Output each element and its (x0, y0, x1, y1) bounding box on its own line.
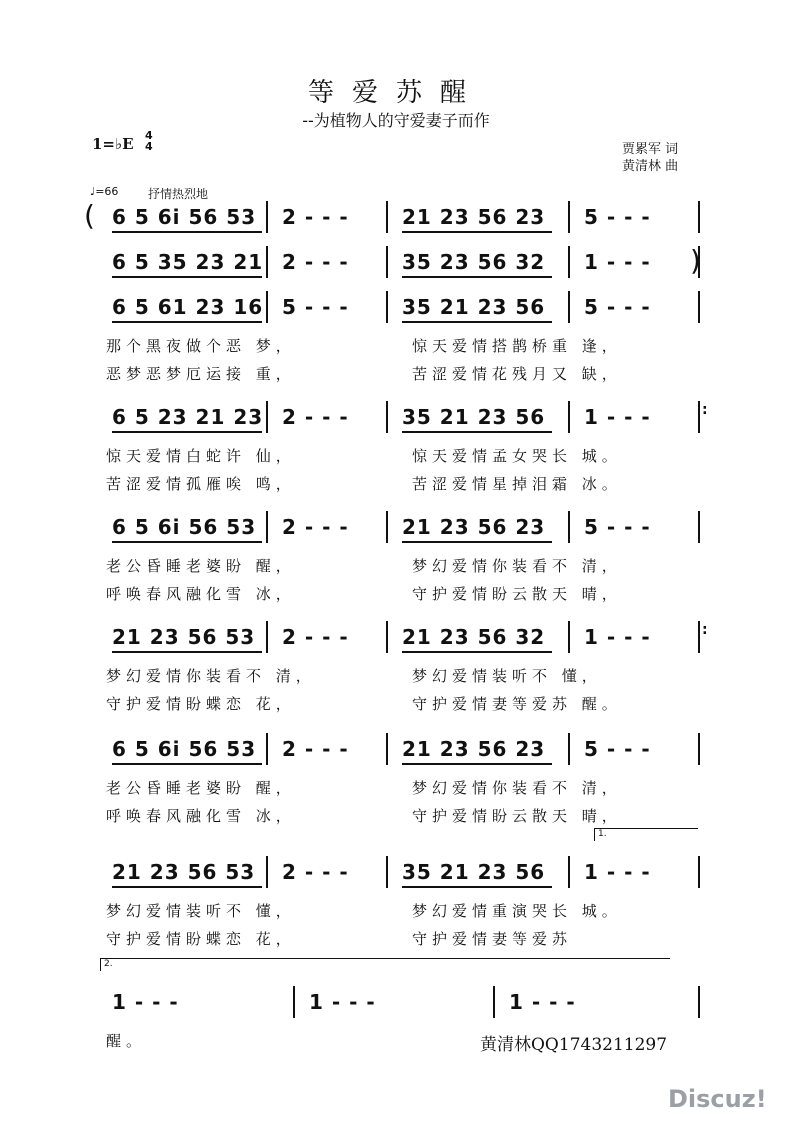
measure: 2 - - - (282, 205, 349, 229)
beam-underline (112, 431, 262, 433)
measure: 2 - - - (282, 250, 349, 274)
barline (266, 201, 268, 233)
beam-underline (112, 651, 262, 653)
measure: 2 - - - (282, 405, 349, 429)
measure: 5 - - - (584, 295, 651, 319)
lyric-line-a: 梦幻爱情你装看不 清， (106, 667, 316, 685)
beam-underline (402, 651, 552, 653)
meter-top: 4 (145, 129, 153, 142)
lyric-line-a: 呼唤春风融化雪 冰， (106, 807, 296, 825)
measure: 21 23 56 53 (112, 860, 256, 884)
barline (568, 201, 570, 233)
barline (266, 401, 268, 433)
measure: 6 5 6i 56 53 (112, 515, 257, 539)
expression-mark: 抒情热烈地 (148, 187, 209, 201)
barline (698, 201, 700, 233)
measure: 5 - - - (282, 295, 349, 319)
measure: 35 21 23 56 (402, 860, 546, 884)
barline (266, 291, 268, 323)
beam-underline (112, 886, 262, 888)
repeat-sign: : (702, 622, 708, 638)
measure: 1 - - - (112, 990, 179, 1014)
barline (568, 401, 570, 433)
measure: 5 - - - (584, 737, 651, 761)
lyric-line-b: 守护爱情盼云散天 晴， (412, 807, 622, 825)
barline (386, 201, 388, 233)
measure: 1 - - - (509, 990, 576, 1014)
barline (386, 291, 388, 323)
measure: 2 - - - (282, 860, 349, 884)
lyric-line-b: 梦幻爱情装听不 懂， (412, 667, 602, 685)
barline (266, 733, 268, 765)
barline (698, 733, 700, 765)
repeat-paren-close: ) (690, 244, 701, 277)
lyric-line-b: 惊天爱情孟女哭长 城。 (412, 447, 622, 465)
barline (568, 621, 570, 653)
lyric-line-a: 守护爱情盼蝶恋 花， (106, 930, 296, 948)
lyric-line-b: 守护爱情盼云散天 晴， (412, 585, 622, 603)
lyric-line-b: 苦涩爱情星掉泪霜 冰。 (412, 475, 622, 493)
measure: 1 - - - (584, 625, 651, 649)
barline (568, 733, 570, 765)
repeat-sign: : (702, 402, 708, 418)
measure: 2 - - - (282, 515, 349, 539)
measure: 6 5 6i 56 53 (112, 737, 257, 761)
beam-underline (402, 541, 552, 543)
barline (293, 986, 295, 1018)
barline (698, 401, 700, 433)
beam-underline (402, 886, 552, 888)
barline (493, 986, 495, 1018)
lyric-line-a: 老公昏睡老婆盼 醒， (106, 779, 296, 797)
beam-underline (402, 431, 552, 433)
measure: 35 21 23 56 (402, 405, 546, 429)
key-signature: 1=♭E (92, 135, 134, 153)
barline (568, 246, 570, 278)
lyric-line-a: 苦涩爱情孤雁唉 鸣， (106, 475, 296, 493)
beam-underline (112, 763, 262, 765)
barline (386, 733, 388, 765)
lyric-line-a: 老公昏睡老婆盼 醒， (106, 557, 296, 575)
measure: 2 - - - (282, 625, 349, 649)
lyric-line-b: 梦幻爱情你装看不 清， (412, 779, 622, 797)
lyric-line-a: 呼唤春风融化雪 冰， (106, 585, 296, 603)
barline (386, 856, 388, 888)
lyric-line-b: 守护爱情妻等爱苏 醒。 (412, 695, 622, 713)
arranger-signature: 黄清林QQ1743211297 (480, 1035, 668, 1055)
barline (698, 621, 700, 653)
barline (266, 856, 268, 888)
beam-underline (402, 276, 552, 278)
first-ending: 1. (594, 828, 698, 841)
beam-underline (112, 276, 262, 278)
composer-credit: 黄清林 曲 (622, 159, 679, 174)
measure: 21 23 56 23 (402, 737, 546, 761)
measure: 6 5 6i 56 53 (112, 205, 257, 229)
lyric-line-a: 梦幻爱情装听不 懂， (106, 902, 296, 920)
tempo-mark: ♩=66 (90, 185, 119, 198)
lyricist-credit: 贾累军 词 (622, 142, 679, 157)
beam-underline (402, 763, 552, 765)
beam-underline (112, 321, 262, 323)
measure: 6 5 61 23 16 (112, 295, 264, 319)
time-signature (145, 130, 153, 152)
lyric-line-b: 苦涩爱情花残月又 缺， (412, 365, 622, 383)
measure: 6 5 35 23 21 (112, 250, 264, 274)
barline (568, 511, 570, 543)
barline (698, 856, 700, 888)
song-title: 等爱苏醒 (307, 78, 484, 108)
measure: 6 5 23 21 23 (112, 405, 264, 429)
lyric-line-a: 恶梦恶梦厄运接 重， (106, 365, 296, 383)
beam-underline (402, 321, 552, 323)
song-subtitle: --为植物人的守爱妻子而作 (302, 111, 490, 130)
lyric-line-a: 惊天爱情白蛇许 仙， (106, 447, 296, 465)
lyric-line-b: 惊天爱情搭鹊桥重 逢， (412, 337, 622, 355)
measure: 1 - - - (584, 860, 651, 884)
lyric-line-b: 梦幻爱情你装看不 清， (412, 557, 622, 575)
measure: 5 - - - (584, 205, 651, 229)
barline (386, 401, 388, 433)
measure: 35 21 23 56 (402, 295, 546, 319)
beam-underline (112, 231, 262, 233)
lyric-line-b: 梦幻爱情重演哭长 城。 (412, 902, 622, 920)
lyric-line-a: 那个黑夜做个恶 梦， (106, 337, 296, 355)
measure: 5 - - - (584, 515, 651, 539)
barline (568, 856, 570, 888)
barline (266, 511, 268, 543)
measure: 1 - - - (584, 250, 651, 274)
barline (698, 986, 700, 1018)
forum-watermark: Discuz! (668, 1085, 767, 1113)
measure: 1 - - - (309, 990, 376, 1014)
measure: 2 - - - (282, 737, 349, 761)
lyric-line-b: 守护爱情妻等爱苏 (412, 930, 573, 948)
barline (266, 621, 268, 653)
barline (698, 291, 700, 323)
barline (386, 621, 388, 653)
beam-underline (402, 231, 552, 233)
barline (698, 511, 700, 543)
measure: 1 - - - (584, 405, 651, 429)
lyric-line-a: 守护爱情盼蝶恋 花， (106, 695, 296, 713)
measure: 21 23 56 23 (402, 205, 546, 229)
barline (266, 246, 268, 278)
measure: 21 23 56 32 (402, 625, 546, 649)
barline (386, 246, 388, 278)
lyric-line-a: 醒。 (106, 1032, 147, 1050)
measure: 21 23 56 53 (112, 625, 256, 649)
second-ending: 2. (100, 958, 670, 971)
meter-bottom: 4 (145, 140, 153, 153)
beam-underline (112, 541, 262, 543)
measure: 21 23 56 23 (402, 515, 546, 539)
repeat-paren-open: ( (84, 199, 95, 232)
barline (568, 291, 570, 323)
measure: 35 23 56 32 (402, 250, 546, 274)
barline (386, 511, 388, 543)
